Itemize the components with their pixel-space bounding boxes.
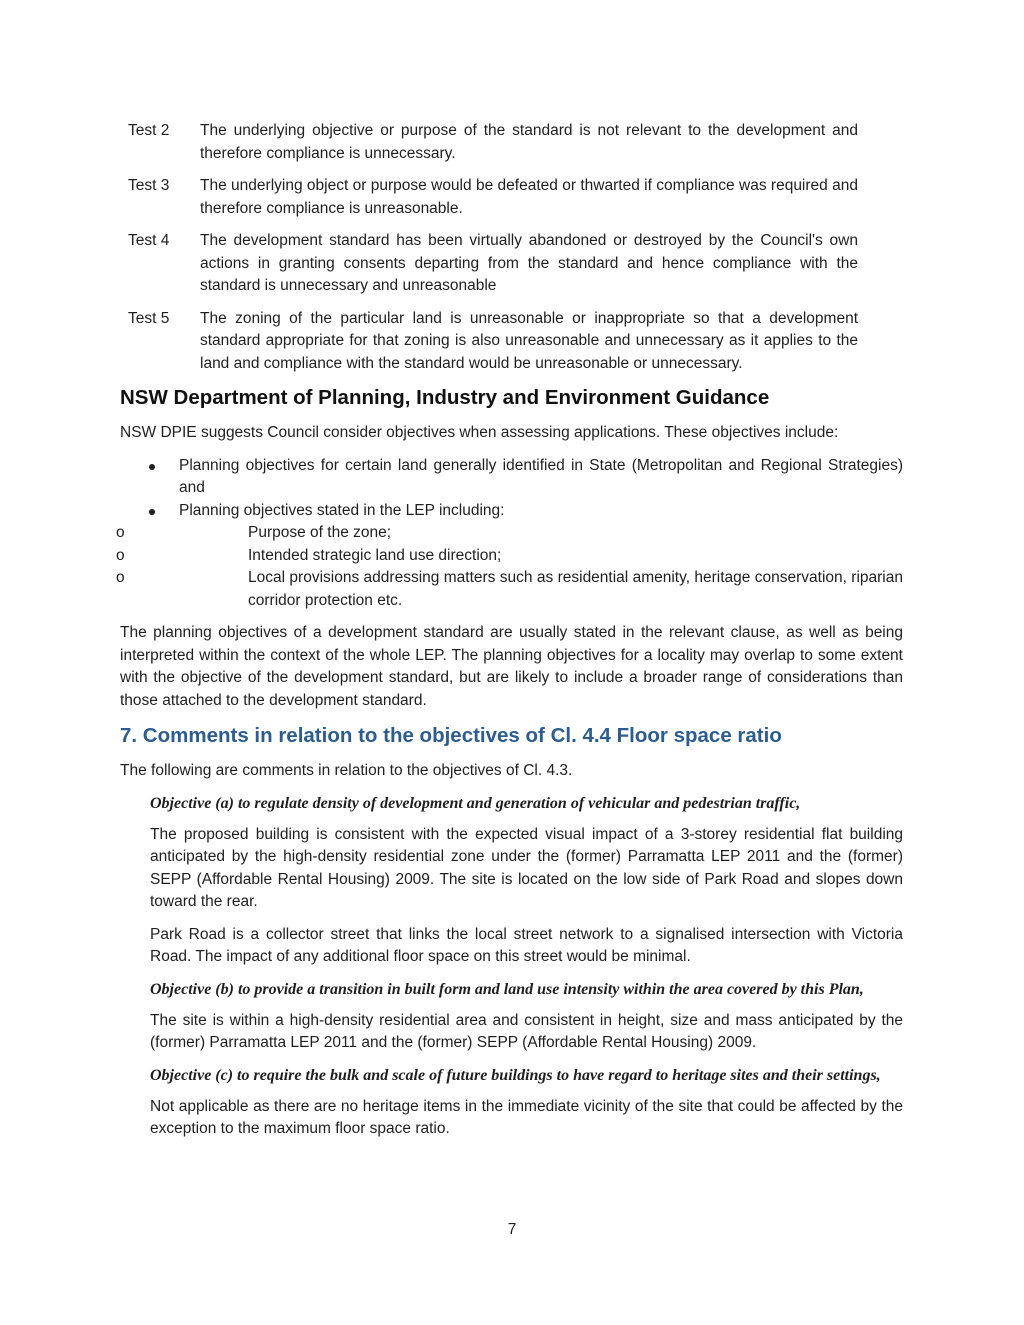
objective-a-paragraph: The proposed building is consistent with the expected visual impact of a 3-storey residential flat building anticipated by the high-density residential zone under the (former) Parramatta LEP 2011 and the (former) SEPP (Affordable Rental Housing) 2009. The site is located on the low side of Park Road and slopes down toward the rear. <box>150 825 903 910</box>
sub-bullet-item <box>116 522 903 545</box>
test-text: The underlying object or purpose would be defeated or thwarted if compliance was required and therefore compliance is unreasonable. <box>200 177 858 217</box>
guidance-closing-paragraph: The planning objectives of a development standard are usually stated in the relevant clause, as well as being interpreted within the context of the whole LEP. The planning objectives for a locality may overlap to some extent with the objective of the development standard, but are likely to include a broader range of considerations than those attached to the development standard. <box>120 624 903 709</box>
guidance-heading: NSW Department of Planning, Industry and Environment Guidance <box>120 386 770 409</box>
bullet-text: Planning objectives stated in the LEP including: <box>179 501 505 519</box>
objective-b-paragraph: The site is within a high-density residential area and consistent in height, size and mass anticipated by the (former) Parramatta LEP 2011 and the (former) SEPP (Affordable Rental Housing) 2009. <box>150 1011 903 1051</box>
test-label: Test 2 <box>128 122 170 139</box>
sub-bullet-list <box>116 522 903 612</box>
sub-bullet-text: Local provisions addressing matters such as residential amenity, heritage conservation, riparian corridor protection etc. <box>248 569 903 609</box>
section-7-heading: 7. Comments in relation to the objectives of Cl. 4.4 Floor space ratio <box>120 724 782 747</box>
bullet-text: Planning objectives for certain land generally identified in State (Metropolitan and Regional Strategies) and <box>179 456 903 496</box>
guidance-intro: NSW DPIE suggests Council consider objectives when assessing applications. These objectives include: <box>120 424 839 441</box>
test-label: Test 5 <box>128 309 170 327</box>
sub-bullet-item <box>116 567 903 612</box>
page-number: 7 <box>507 1221 517 1238</box>
test-row <box>128 230 858 298</box>
objective-a-paragraph: Park Road is a collector street that links the local street network to a signalised intersection with Victoria Road. The impact of any additional floor space on this street would be minimal. <box>150 925 903 965</box>
test-text: The development standard has been virtually abandoned or destroyed by the Council's own actions in granting consents departing from the standard and hence compliance with the standard is unnecessary and unreasonable <box>200 232 858 294</box>
sub-bullet-text: Purpose of the zone; <box>248 524 392 541</box>
bullet-item <box>120 455 903 500</box>
tests-list <box>128 120 858 385</box>
test-row <box>128 308 858 376</box>
test-label: Test 4 <box>128 232 170 249</box>
guidance-bullet-list <box>116 455 903 613</box>
test-row <box>128 175 858 220</box>
document-body <box>116 384 903 1151</box>
objective-c-paragraph: Not applicable as there are no heritage items in the immediate vicinity of the site that could be affected by the exception to the maximum floor space ratio. <box>150 1097 903 1137</box>
sub-bullet-text: Intended strategic land use direction; <box>248 546 502 564</box>
objective-a-heading: Objective (a) to regulate density of development and generation of vehicular and pedestrian traffic, <box>150 794 801 812</box>
section-7-intro: The following are comments in relation to the objectives of Cl. 4.3. <box>120 762 573 779</box>
bullet-icon <box>149 464 155 470</box>
sub-bullet-item <box>116 545 903 568</box>
sub-bullet-marker: o <box>116 569 125 586</box>
test-text: The zoning of the particular land is unreasonable or inappropriate so that a development standard appropriate for that zoning is also unreasonable and unnecessary as it applies to the land and compliance with the standard would be unreasonable or unnecessary. <box>200 309 858 372</box>
test-label: Test 3 <box>128 177 170 194</box>
test-text: The underlying objective or purpose of the standard is not relevant to the development and therefore compliance is unnecessary. <box>200 122 858 162</box>
sub-bullet-marker: o <box>116 546 125 564</box>
objective-c-heading: Objective (c) to require the bulk and scale of future buildings to have regard to heritage sites and their settings, <box>150 1066 881 1084</box>
test-row <box>128 120 858 165</box>
objectives-block <box>150 793 903 1141</box>
bullet-icon <box>149 509 155 515</box>
sub-bullet-marker: o <box>116 524 125 541</box>
objective-b-heading: Objective (b) to provide a transition in built form and land use intensity within the area covered by this Plan, <box>150 980 864 998</box>
bullet-item <box>116 500 903 613</box>
